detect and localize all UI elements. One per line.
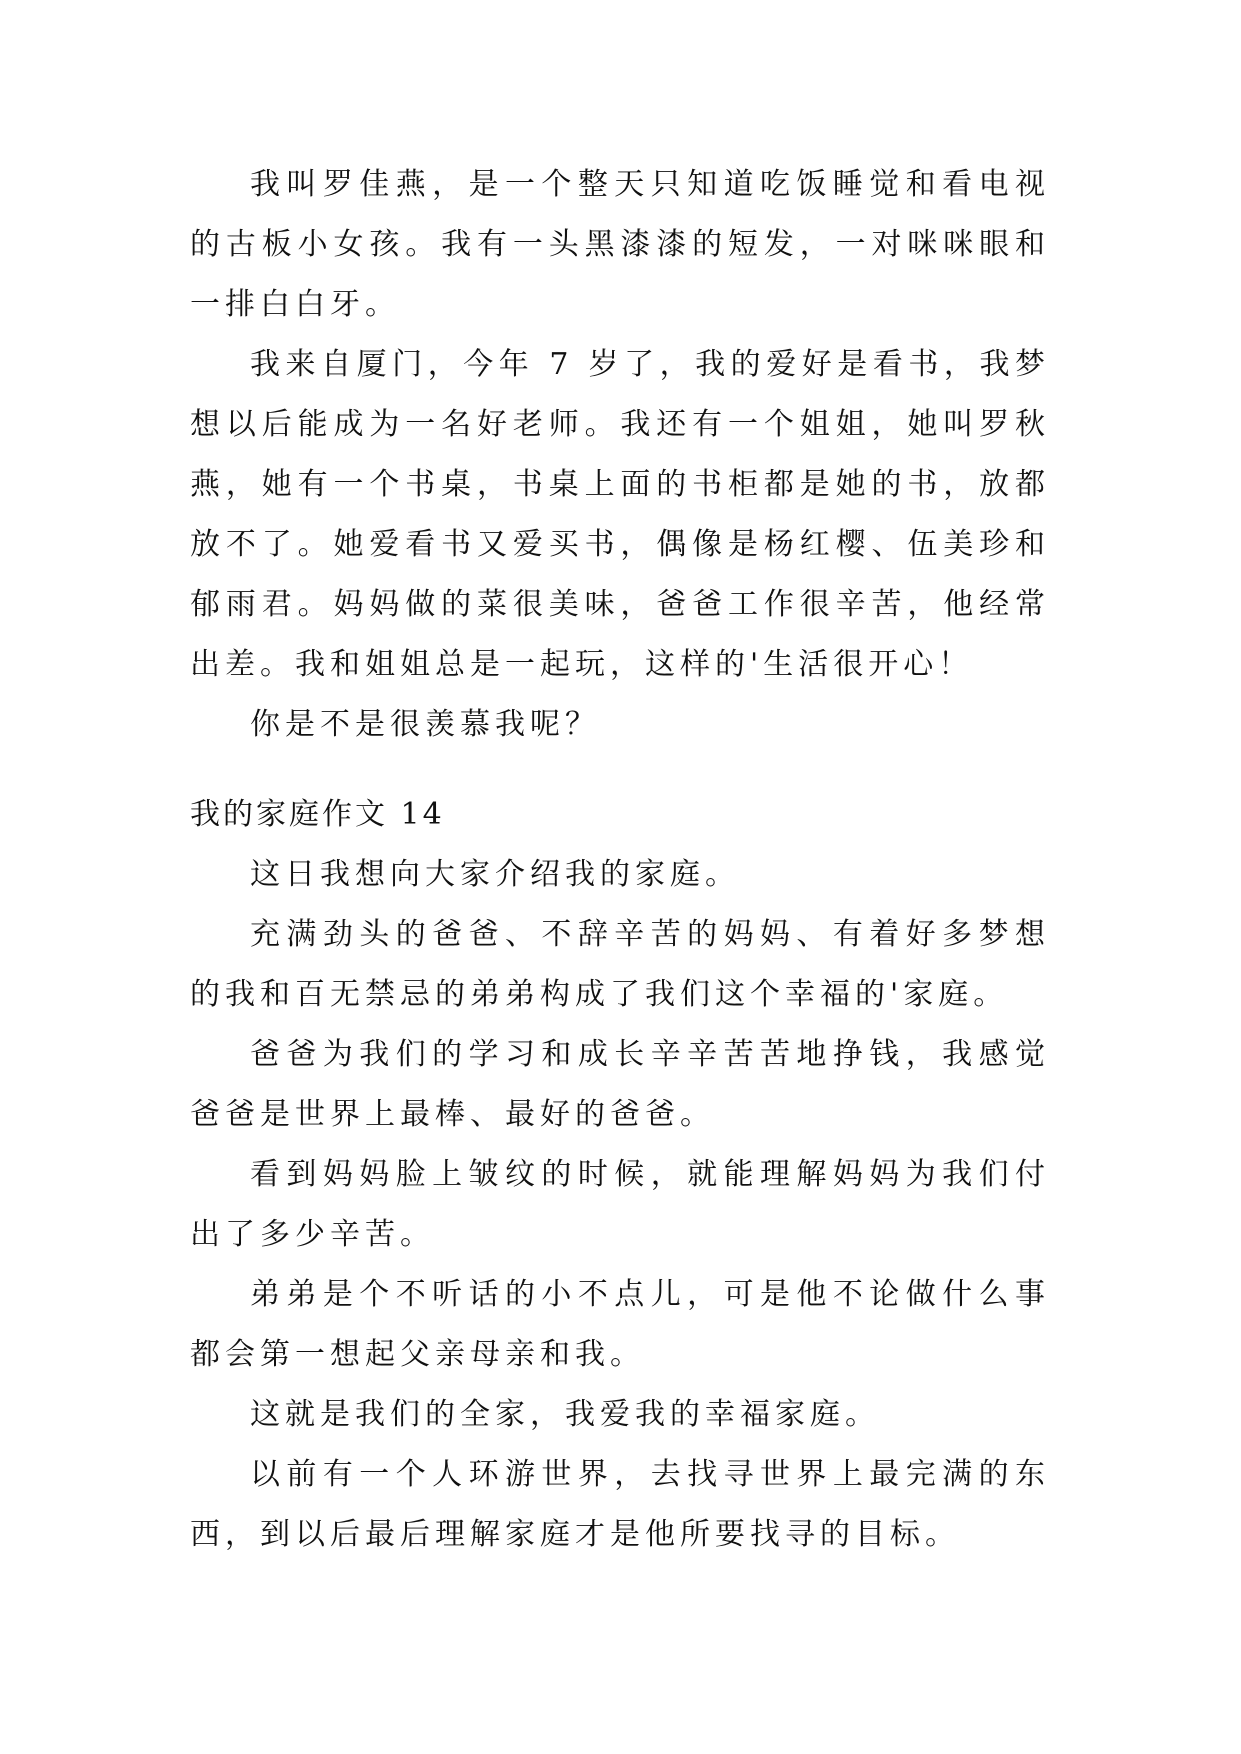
essay-13-paragraph-1: 我叫罗佳燕，是一个整天只知道吃饭睡觉和看电视的古板小女孩。我有一头黑漆漆的短发，一对咪咪眼和一排白白牙。	[190, 167, 1050, 322]
essay-14-paragraph-4: 看到妈妈脸上皱纹的时候，就能理解妈妈为我们付出了多少辛苦。	[190, 1157, 1050, 1252]
essay-14	[190, 785, 1050, 1565]
essay-14-paragraph-3: 爸爸为我们的学习和成长辛辛苦苦地挣钱，我感觉爸爸是世界上最棒、最好的爸爸。	[190, 1037, 1050, 1132]
essay-13-paragraph-3: 你是不是很羡慕我呢？	[250, 707, 600, 742]
essay-14-title: 我的家庭作文 14	[190, 797, 445, 832]
essay-14-paragraph-7: 以前有一个人环游世界，去找寻世界上最完满的东西，到以后最后理解家庭才是他所要找寻的目标。	[190, 1457, 1050, 1552]
essay-13-body	[190, 155, 1050, 755]
essay-13-paragraph-2: 我来自厦门，今年 7 岁了，我的爱好是看书，我梦想以后能成为一名好老师。我还有一个姐姐，她叫罗秋燕，她有一个书桌，书桌上面的书柜都是她的书，放都放不了。她爱看书又爱买书，偶像是杨红樱、伍美珍和郁雨君。妈妈做的菜很美味，爸爸工作很辛苦，他经常出差。我和姐姐总是一起玩，这样的'生活很开心！	[190, 347, 1050, 682]
essay-14-paragraph-1: 这日我想向大家介绍我的家庭。	[250, 857, 740, 892]
essay-14-paragraph-2: 充满劲头的爸爸、不辞辛苦的妈妈、有着好多梦想的我和百无禁忌的弟弟构成了我们这个幸福的'家庭。	[190, 917, 1050, 1012]
essay-14-paragraph-6: 这就是我们的全家，我爱我的幸福家庭。	[250, 1397, 880, 1432]
essay-14-paragraph-5: 弟弟是个不听话的小不点儿，可是他不论做什么事都会第一想起父亲母亲和我。	[190, 1277, 1050, 1372]
